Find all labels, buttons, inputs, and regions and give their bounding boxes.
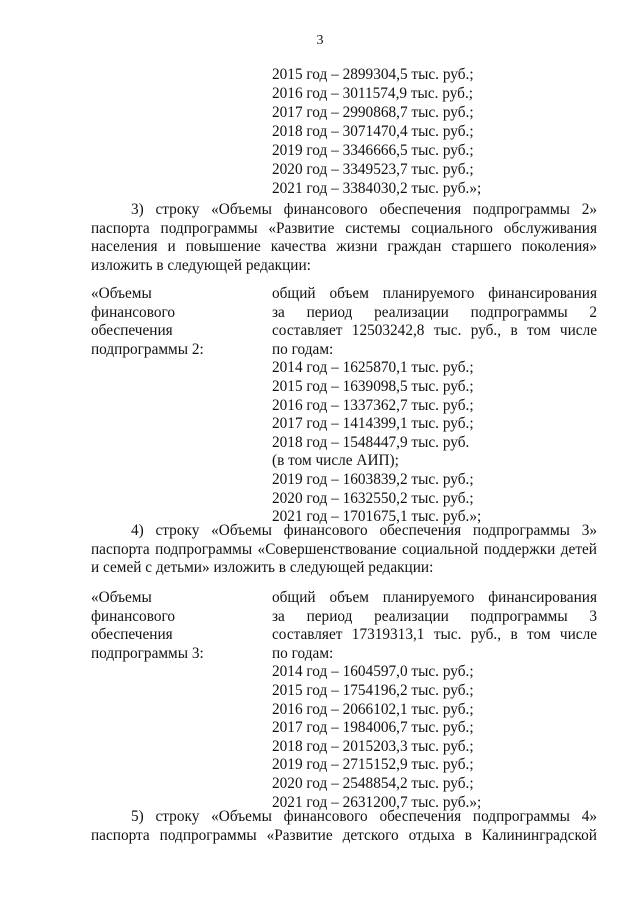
paragraph-line: паспорта подпрограммы «Развитие системы социального обслуживания: [91, 219, 597, 237]
item3-paragraph: [91, 201, 597, 276]
year-line: 2019 год – 3346666,5 тыс. руб.;: [272, 142, 474, 159]
year-line: 2020 год – 1632550,2 тыс. руб.;: [272, 489, 474, 507]
year-line: 2019 год – 1603839,2 тыс. руб.;: [272, 470, 474, 488]
year-line: 2015 год – 1639098,5 тыс. руб.;: [272, 377, 474, 395]
passport-label: [91, 285, 251, 359]
passport-value: [272, 589, 597, 812]
year-line: 2018 год – 2015203,3 тыс. руб.;: [272, 737, 474, 755]
year-line: 2017 год – 1984006,7 тыс. руб.;: [272, 719, 474, 737]
year-breakdown: [272, 663, 597, 812]
passport-label: [91, 589, 251, 663]
item4-paragraph: [91, 522, 597, 578]
item5-paragraph: [91, 808, 597, 845]
year-line: 2016 год – 1337362,7 тыс. руб.;: [272, 396, 474, 414]
year-line: 2014 год – 1625870,1 тыс. руб.;: [272, 359, 474, 377]
year-line: 2016 год – 2066102,1 тыс. руб.;: [272, 700, 474, 718]
year-line: 2014 год – 1604597,0 тыс. руб.;: [272, 663, 474, 681]
year-line: 2020 год – 2548854,2 тыс. руб.;: [272, 774, 474, 792]
year-line: 2015 год – 1754196,2 тыс. руб.;: [272, 681, 474, 699]
value-line: общий объем планируемого финансирования: [272, 285, 597, 302]
label-line: финансового: [91, 303, 176, 321]
passport-value: [272, 285, 597, 527]
label-line: «Объемы: [91, 285, 152, 302]
year-note: (в том числе АИП);: [272, 452, 399, 470]
value-line: за период реализации подпрограммы 2: [272, 303, 597, 321]
label-line: подпрограммы 3:: [91, 644, 204, 662]
paragraph-line: паспорта подпрограммы «Развитие детского отдыха в Калининградской: [91, 826, 597, 844]
value-line: общий объем планируемого финансирования: [272, 589, 597, 606]
paragraph-line: 4) строку «Объемы финансового обеспечения подпрограммы 3»: [131, 522, 597, 539]
year-line: 2021 год – 2631200,7 тыс. руб.»;: [272, 793, 482, 811]
label-line: обеспечения: [91, 626, 173, 644]
value-line: составляет 12503242,8 тыс. руб., в том числе: [272, 322, 597, 340]
year-line: 2018 год – 3071470,4 тыс. руб.;: [272, 123, 474, 140]
page-number: 3: [316, 33, 324, 48]
year-line: 2017 год – 1414399,1 тыс. руб.;: [272, 415, 474, 433]
label-line: обеспечения: [91, 322, 173, 340]
label-line: «Объемы: [91, 589, 152, 606]
year-line: 2021 год – 1701675,1 тыс. руб.»;: [272, 508, 482, 526]
year-line: 2015 год – 2899304,5 тыс. руб.;: [272, 66, 474, 83]
value-line: по годам:: [272, 340, 334, 358]
year-breakdown: [272, 359, 597, 526]
year-line: 2017 год – 2990868,7 тыс. руб.;: [272, 104, 474, 121]
paragraph-line: паспорта подпрограммы «Совершенствование социальной поддержки детей: [91, 540, 597, 558]
paragraph-line: 5) строку «Объемы финансового обеспечения подпрограммы 4»: [131, 808, 597, 825]
label-line: подпрограммы 2:: [91, 340, 204, 358]
year-line: 2021 год – 3384030,2 тыс. руб.»;: [272, 180, 482, 197]
paragraph-line: 3) строку «Объемы финансового обеспечения подпрограммы 2»: [131, 201, 597, 218]
paragraph-line: изложить в следующей редакции:: [91, 257, 311, 275]
year-line: 2019 год – 2715152,9 тыс. руб.;: [272, 756, 474, 774]
value-line: за период реализации подпрограммы 3: [272, 607, 597, 625]
value-line: по годам:: [272, 644, 334, 662]
label-line: финансового: [91, 607, 176, 625]
value-line: составляет 17319313,1 тыс. руб., в том числе: [272, 626, 597, 644]
paragraph-line: и семей с детьми» изложить в следующей редакции:: [91, 559, 434, 577]
year-line: 2018 год – 1548447,9 тыс. руб.: [272, 433, 470, 451]
year-line: 2016 год – 3011574,9 тыс. руб.;: [272, 85, 474, 102]
paragraph-line: населения и повышение качества жизни граждан старшего поколения»: [91, 238, 597, 256]
year-line: 2020 год – 3349523,7 тыс. руб.;: [272, 161, 474, 178]
